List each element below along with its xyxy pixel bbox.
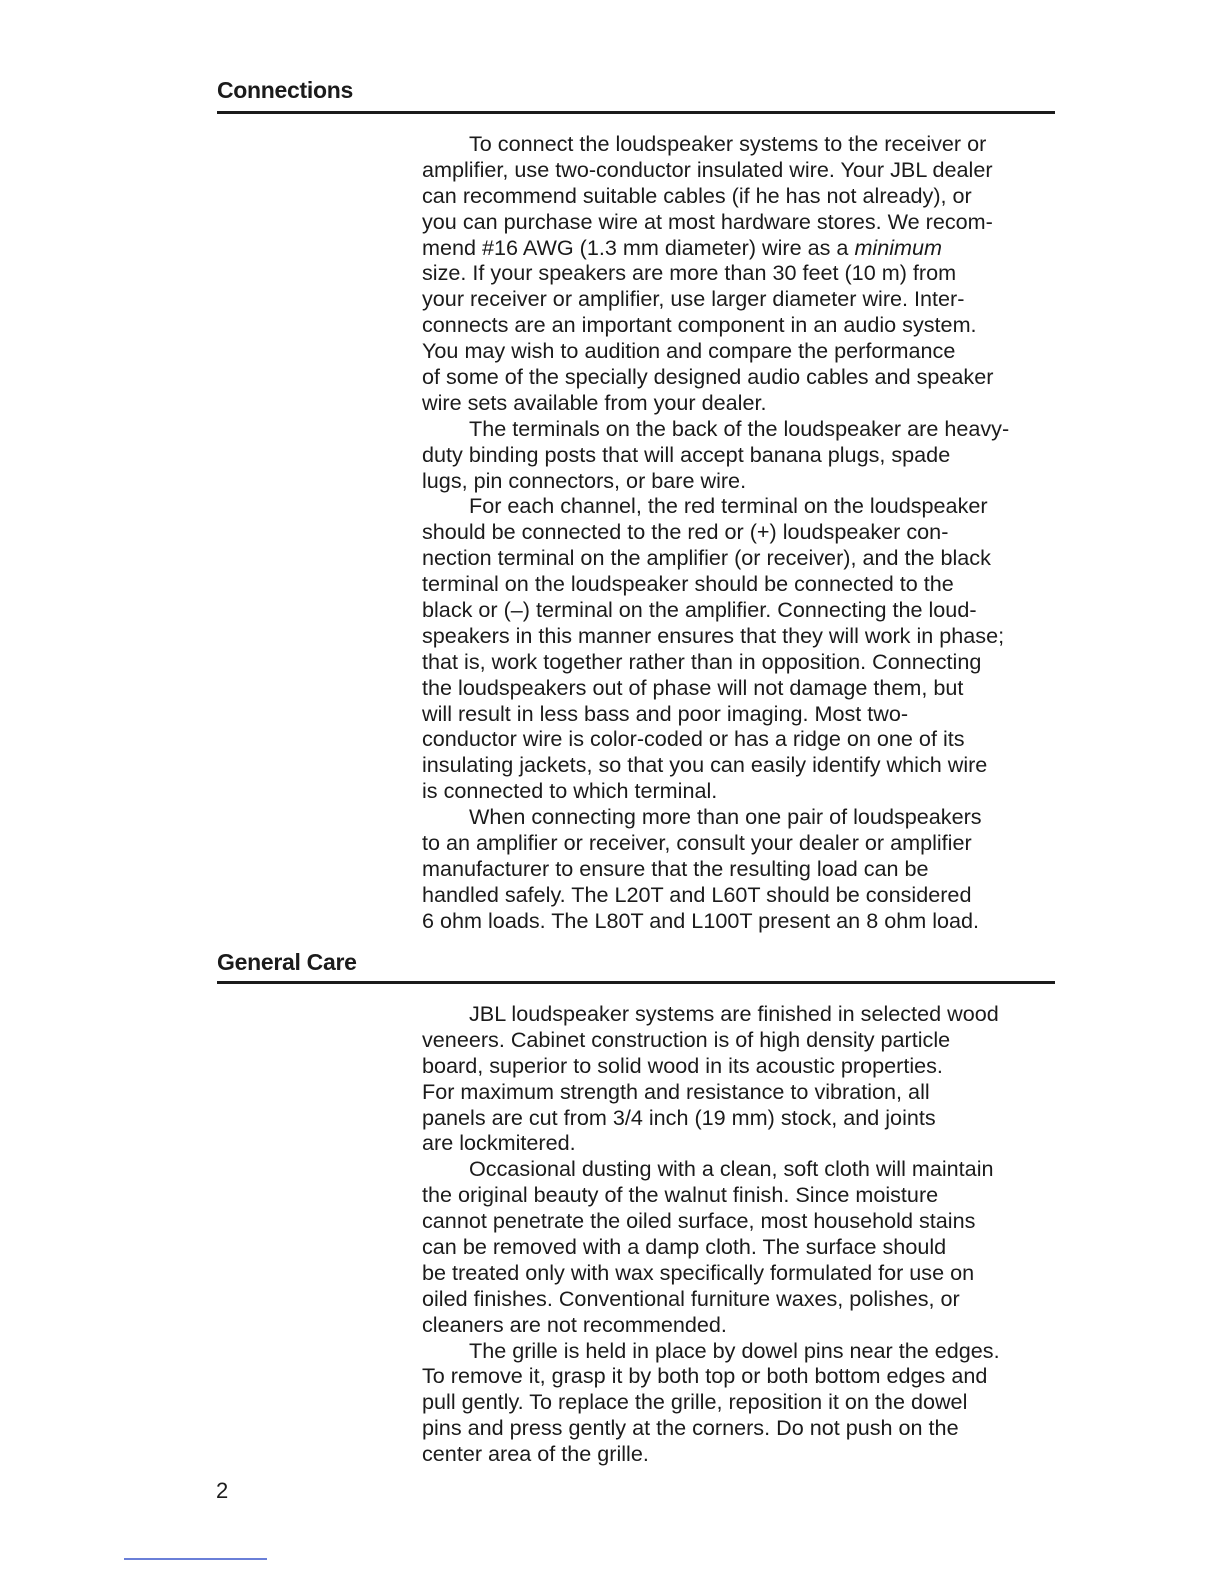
text-line [422,235,1062,261]
text-line: amplifier, use two-conductor insulated wire. Your JBL dealer [422,156,993,182]
text-line: The terminals on the back of the loudspeaker are heavy- [469,415,1010,441]
text-line: size. If your speakers are more than 30 feet (10 m) from [422,260,957,286]
text-line: is connected to which terminal. [422,778,718,804]
text-line: cannot penetrate the oiled surface, most household stains [422,1208,976,1234]
text-line-run: mend #16 AWG (1.3 mm diameter) wire as a [422,234,855,260]
text-line: center area of the grille. [422,1441,649,1467]
text-line: 6 ohm loads. The L80T and L100T present an 8 ohm load. [422,907,980,933]
text-line: you can purchase wire at most hardware stores. We recom- [422,208,993,234]
text-line: pull gently. To replace the grille, reposition it on the dowel [422,1389,968,1415]
general-care-body [422,1001,1062,1467]
text-line: insulating jackets, so that you can easily identify which wire [422,752,988,778]
text-line: terminal on the loudspeaker should be connected to the [422,571,954,597]
text-line: When connecting more than one pair of loudspeakers [469,804,982,830]
text-line: To connect the loudspeaker systems to the receiver or [469,131,987,156]
text-line: will result in less bass and poor imaging. Most two- [422,700,909,726]
general-care-heading: General Care [217,949,357,975]
text-line: oiled finishes. Conventional furniture waxes, polishes, or [422,1285,960,1311]
text-line: to an amplifier or receiver, consult your dealer or amplifier [422,830,972,856]
general-care-rule [217,981,1055,984]
text-line: can recommend suitable cables (if he has not already), or [422,182,972,208]
text-line: lugs, pin connectors, or bare wire. [422,467,747,493]
text-line: connects are an important component in an audio system. [422,312,977,338]
connections-body [422,131,1062,934]
text-line: board, superior to solid wood in its acoustic properties. [422,1052,943,1078]
text-line: handled safely. The L20T and L60T should be considered [422,881,972,907]
text-line: The grille is held in place by dowel pins near the edges. [469,1337,1000,1363]
text-line: wire sets available from your dealer. [422,389,767,415]
text-line: You may wish to audition and compare the performance [422,338,956,364]
text-line: your receiver or amplifier, use larger diameter wire. Inter- [422,286,965,312]
text-line: veneers. Cabinet construction is of high density particle [422,1026,951,1052]
text-line: cleaners are not recommended. [422,1311,727,1337]
text-line: To remove it, grasp it by both top or both bottom edges and [422,1363,988,1389]
text-line: can be removed with a damp cloth. The surface should [422,1234,947,1260]
text-line: speakers in this manner ensures that they will work in phase; [422,622,1005,648]
text-line: For maximum strength and resistance to vibration, all [422,1078,930,1104]
text-line: should be connected to the red or (+) loudspeaker con- [422,519,949,545]
text-line: are lockmitered. [422,1130,576,1156]
text-line: that is, work together rather than in opposition. Connecting [422,648,982,674]
text-line: manufacturer to ensure that the resulting load can be [422,855,929,881]
text-line: nection terminal on the amplifier (or receiver), and the black [422,545,991,571]
text-line: duty binding posts that will accept banana plugs, spade [422,441,951,467]
connections-heading: Connections [217,77,353,103]
text-line: of some of the specially designed audio cables and speaker [422,364,994,390]
connections-rule [217,111,1055,114]
emphasized-word: minimum [854,234,943,260]
text-line: panels are cut from 3/4 inch (19 mm) stock, and joints [422,1104,936,1130]
text-line: JBL loudspeaker systems are finished in selected wood [469,1001,999,1026]
page-number: 2 [216,1478,229,1503]
text-line: pins and press gently at the corners. Do not push on the [422,1415,959,1441]
text-line: black or (–) terminal on the amplifier. Connecting the loud- [422,597,977,623]
text-line: the loudspeakers out of phase will not damage them, but [422,674,964,700]
text-line: the original beauty of the walnut finish. Since moisture [422,1182,939,1208]
text-line: conductor wire is color-coded or has a ridge on one of its [422,726,965,752]
text-line: For each channel, the red terminal on the loudspeaker [469,493,988,519]
text-line: be treated only with wax specifically formulated for use on [422,1259,975,1285]
text-line: Occasional dusting with a clean, soft cloth will maintain [469,1156,994,1182]
footer-divider [124,1558,267,1560]
